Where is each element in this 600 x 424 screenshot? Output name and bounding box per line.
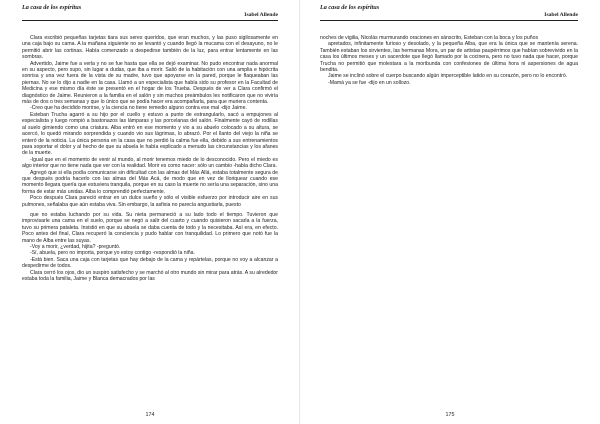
- paragraph: Advertido, Jaime fue a verla y no se fue hasta que ella se dejó examinar. No pudo encontrar nada anormal en su aspecto, pero supo, sin lugar a dudas, que iba a morir. Salió de la habitación con una amplia e hipócrita sonrisa y una vez fuera de la vista de su madre, tuvo que apoyarse en la pared, porque le flaqueaban las piernas. No se lo dijo a nadie en la casa. Llamó a un especialista que había sido su profesor en la Facultad de Medicina y ese mismo día éste se presentó en el hogar de los Trueba. Después de ver a Clara confirmó el diagnóstico de Jaime. Reunieron a la familia en el salón y sin muchos preámbulos les notificaron que no viviría más de dos o tres semanas y que lo único que se podía hacer era acompañarla, para que muriera contenta.: [22, 60, 278, 106]
- paragraph: -Mamá ya se fue -dijo en un sollozo.: [328, 79, 411, 86]
- paragraph: -Sí, abuela, pero no importa, porque yo estoy contigo -respondió la niña.: [30, 250, 195, 257]
- right-body-text: [320, 35, 578, 86]
- paragraph: -Creo que ha decidido morirse, y la ciencia no tiene remedio alguno contra ese mal -dijo Jaime.: [30, 105, 247, 112]
- paragraph: -Voy a morir, ¿verdad, hijita? -preguntó.: [30, 244, 121, 250]
- running-author: Isabel Allende: [544, 12, 578, 18]
- paragraph: Esteban Trucha agarró a su hijo por el cuello y estuvo a punto de estrangularlo, sacó a empujones al especialista y luego rompió a bastonazos las lámparas y las porcelanas del salón. Finalmente cayó de rodillas al suelo gimiendo como una criatura. Alba entró en ese momento y vio a su abuelo colocado a su altura, se acercó, lo quedó mirando sorprendida y cuando vio sus lágrimas, lo abrazó. Por el llanto del viejo la niña se enteró de la noticia. La única persona en la casa que no perdió la calma fue ella, debido a sus entrenamientos para soportar el dolor y al hecho de que su abuela le había explicado a menudo las circunstancias y los afanes de la muerte.: [22, 111, 278, 157]
- page-number: 174: [145, 412, 155, 418]
- paragraph: -Igual que en el momento de venir al mundo, al morir tenemos miedo de lo desconocido. Pero el miedo es algo interior que no tiene nada que ver con la realidad. Morir es como nacer: sólo un cambio -había dicho Clara.: [22, 156, 278, 170]
- header-rule: [22, 20, 278, 21]
- paragraph: que no estaba luchando por su vida. Su nieta permaneció a su lado todo el tiempo. Tuvieron que improvisarle una cama en el suelo, porque se negó a salir del cuarto y cuando quisieron sacarla a la fuerza, tuvo su primera pataleta. Insistió en que su abuela se daba cuenta de todo y la necesitaba. Así era, en efecto. Poco antes del final, Clara recuperó la conciencia y pudo hablar con tranquilidad. Lo primero que notó fue la mano de Alba entre las suyas.: [22, 211, 278, 244]
- page-number: 175: [445, 412, 455, 418]
- paragraph: noches de vigilia, Nicolás murmurando oraciones en sánscrito, Esteban con la boca y los puños: [320, 35, 539, 41]
- paragraph: Poco después Clara pareció entrar en un dulce sueño y sólo el visible esfuerzo por introducir aire en sus pulmones, señalaba que aún estaba viva. Sin embargo, la asfixia no parecía angustiarla, puesto: [22, 195, 278, 208]
- right-page: [300, 0, 600, 424]
- paragraph: Agregó que si ella podía comunicarse sin dificultad con las almas del Más Allá, estaba totalmente segura de que después podría hacerlo con las almas del Más Acá, de modo que en vez de lloriquear cuando ese momento llegara quería que estuviera tranquila, porque en su caso la muerte no sería una separación, sino una forma de estar más unidas. Alba lo comprendió perfectamente.: [22, 169, 278, 195]
- running-title: La casa de los espíritus: [320, 4, 380, 11]
- paragraph: Jaime se inclinó sobre el cuerpo buscando algún imperceptible latido en su corazón, pero no lo encontró.: [328, 73, 568, 80]
- paragraph: -Está bien. Saca una caja con tarjetas que hay debajo de la cama y repártelas, porque no voy a alcanzar a despedirme de todos.: [22, 256, 278, 270]
- paragraph: Clara cerró los ojos, dio un suspiro satisfecho y se marchó al otro mundo sin mirar para atrás. A su alrededor estaba toda la familia, Jaime y Blanca demacrados por las: [22, 269, 278, 283]
- running-author: Isabel Allende: [244, 12, 278, 18]
- paragraph: apretados, infinitamente furioso y desolado, y la pequeña Alba, que era la única que se mantenía serena. También estaban los sirvientes, las hermanas Mora, un par de artistas paupérrimos que habían sobrevivido en la casa los últimos meses y un sacerdote que llegó llamado por la cocinera, pero no tuvo nada que hacer, porque Trucha no permitió que molestara a la moribunda con confesiones de última hora ni aspersiones de agua bendita.: [320, 41, 578, 74]
- header-rule: [320, 20, 578, 21]
- running-title: La casa de los espíritus: [22, 4, 82, 11]
- paragraph: Clara escribió pequeñas tarjetas tiara sus seres queridos, que eran muchos, y las puso sigilosamente en una caja bajo su cama. A la mañana siguiente no se levantó y cuando llegó la mucama con el desayuno, no le permitió abrir las cortinas. Había comenzado a despedirse también de la luz, para entrar lentamente en las sombras.: [22, 35, 278, 61]
- left-body-text: [22, 35, 278, 282]
